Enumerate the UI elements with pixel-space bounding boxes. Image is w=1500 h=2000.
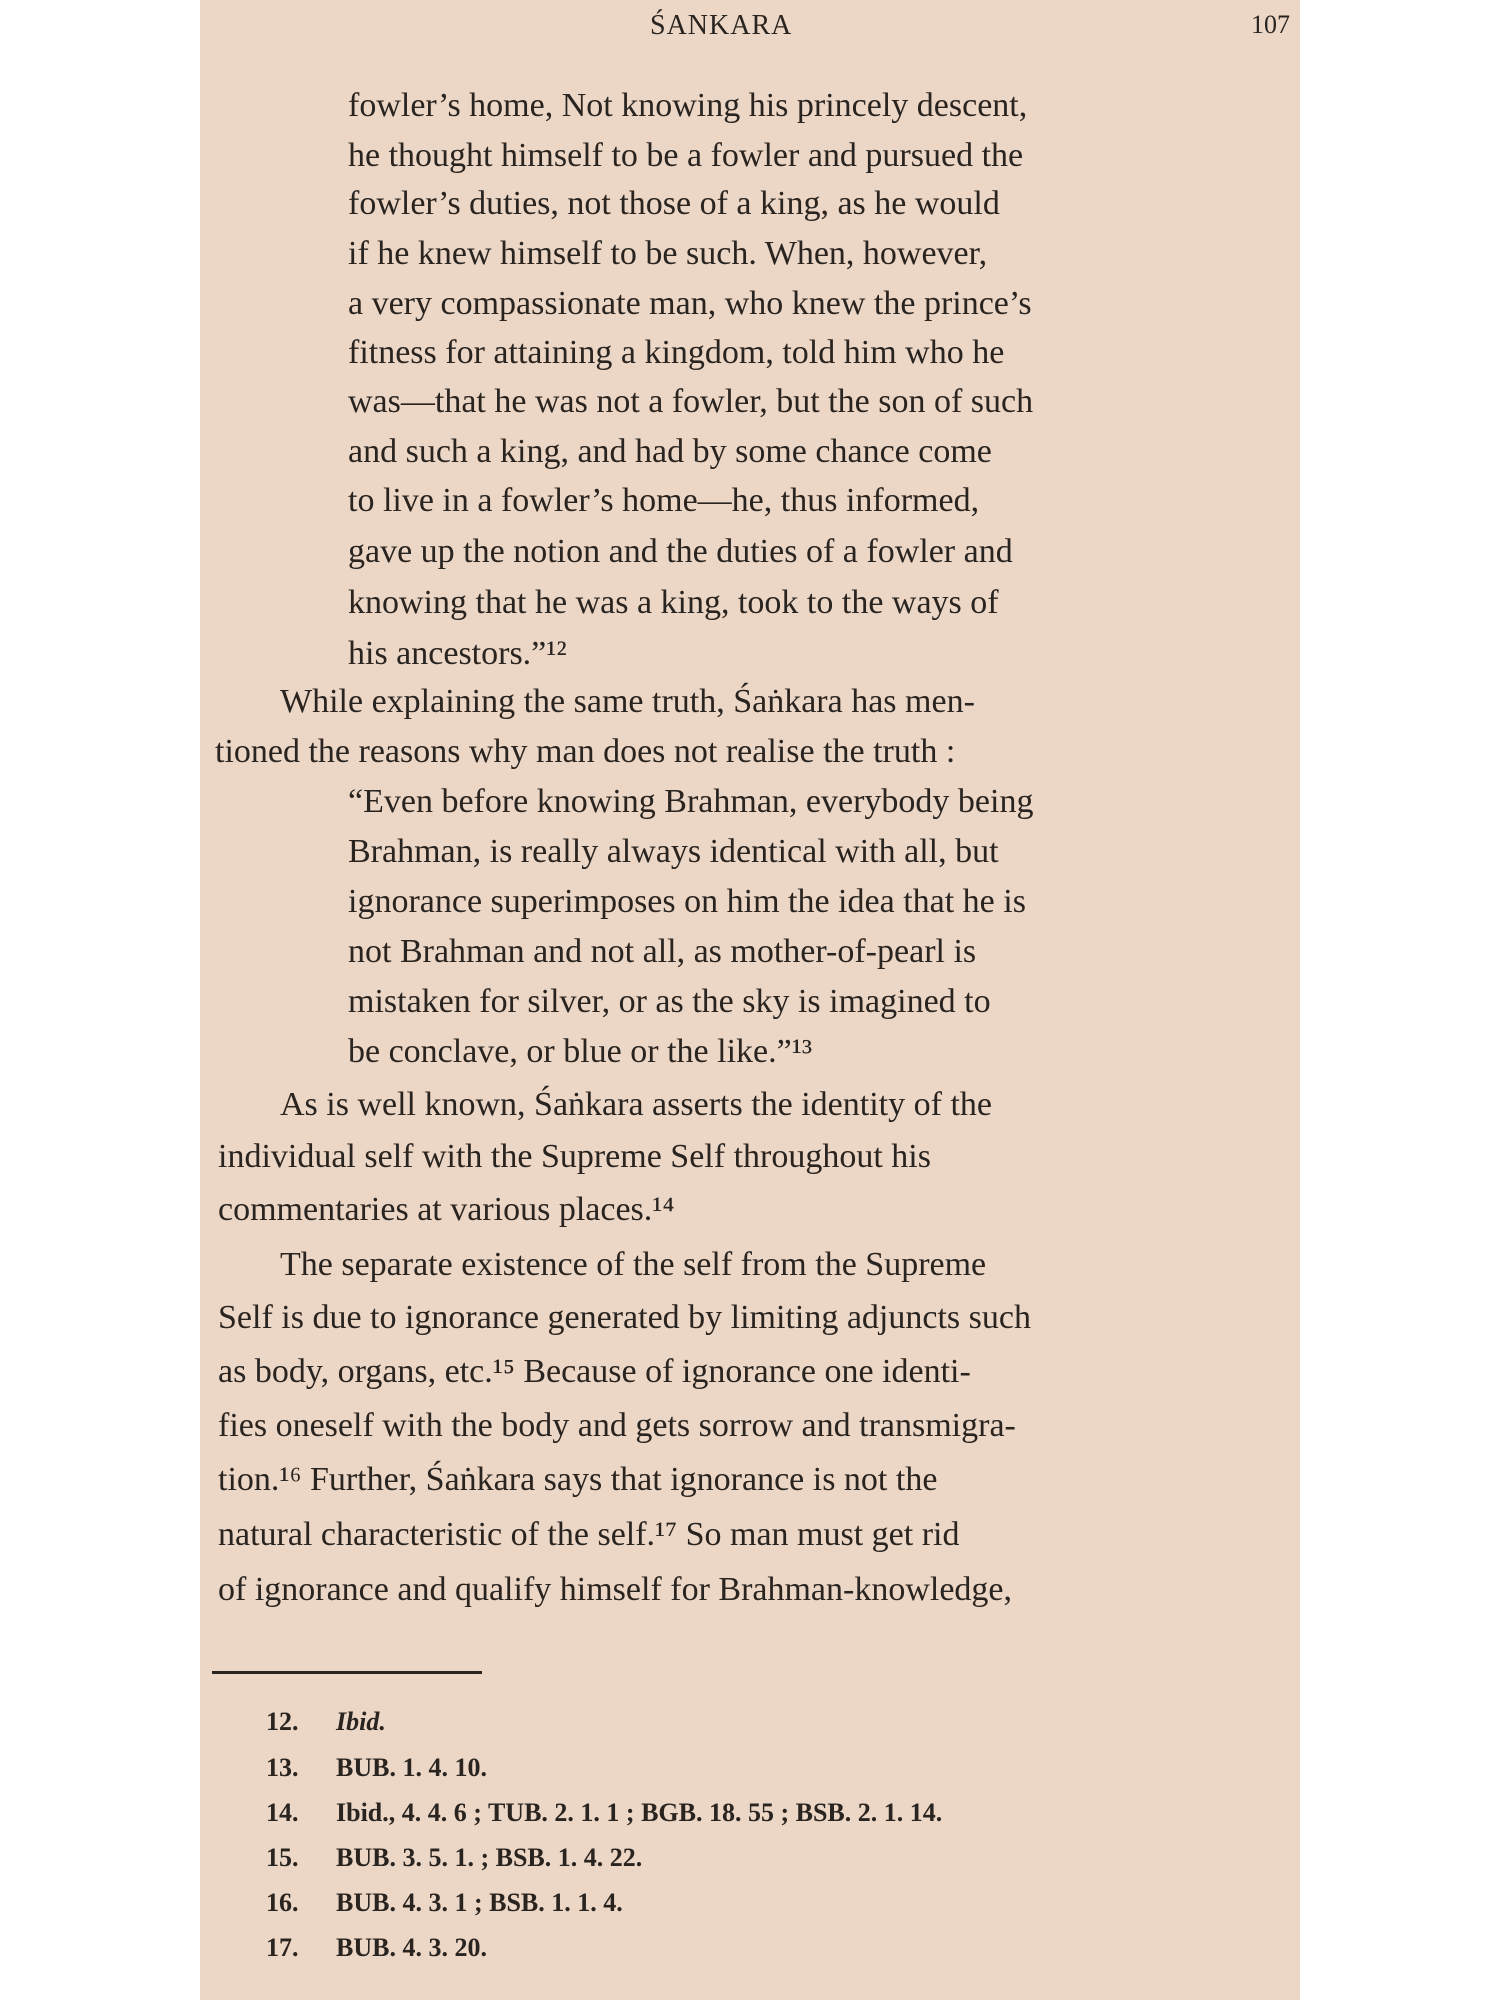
body-line: As is well known, Śaṅkara asserts the identity of the	[280, 1086, 992, 1123]
footnote-text: BUB. 1. 4. 10.	[336, 1753, 487, 1782]
footnote-text: BUB. 4. 3. 20.	[336, 1933, 487, 1962]
body-line: fowler’s duties, not those of a king, as he would	[348, 185, 1000, 222]
footnote-number: 12.	[266, 1707, 299, 1736]
body-line: commentaries at various places.¹⁴	[218, 1191, 675, 1228]
quote-line: ignorance superimposes on him the idea that he is	[348, 883, 1026, 920]
body-line: if he knew himself to be such. When, however,	[348, 235, 988, 272]
body-line: tion.¹⁶ Further, Śaṅkara says that ignorance is not the	[218, 1461, 938, 1498]
footnote-text: BUB. 4. 3. 1 ; BSB. 1. 1. 4.	[336, 1888, 623, 1917]
body-line: knowing that he was a king, took to the ways of	[348, 584, 999, 621]
book-page	[200, 0, 1300, 2000]
footnote	[200, 1704, 1200, 1740]
body-line: of ignorance and qualify himself for Brahman-knowledge,	[218, 1571, 1013, 1608]
body-line: he thought himself to be a fowler and pursued the	[348, 137, 1024, 174]
quote-line: not Brahman and not all, as mother-of-pearl is	[348, 933, 977, 970]
body-line: tioned the reasons why man does not realise the truth :	[215, 733, 956, 770]
footnote-text: Ibid.	[336, 1707, 386, 1736]
body-line: fitness for attaining a kingdom, told him who he	[348, 334, 1005, 371]
page-number: 107	[1251, 10, 1290, 39]
footnote-number: 16.	[266, 1888, 299, 1917]
footnote-number: 15.	[266, 1843, 299, 1872]
body-line: was—that he was not a fowler, but the son of such	[348, 383, 1034, 420]
page-header	[200, 10, 1300, 50]
body-line: fies oneself with the body and gets sorrow and transmigra-	[218, 1407, 1016, 1444]
footnote-rule	[212, 1671, 482, 1674]
footnote	[200, 1750, 1200, 1786]
body-line: Self is due to ignorance generated by limiting adjuncts such	[218, 1299, 1031, 1336]
body-line: his ancestors.”¹²	[348, 635, 567, 672]
body-line: fowler’s home, Not knowing his princely descent,	[348, 87, 1028, 124]
body-line: While explaining the same truth, Śaṅkara has men-	[280, 683, 975, 720]
footnote	[200, 1885, 1200, 1921]
body-line: gave up the notion and the duties of a fowler and	[348, 533, 1013, 570]
body-line: The separate existence of the self from the Supreme	[280, 1246, 987, 1283]
body-line: to live in a fowler’s home—he, thus informed,	[348, 482, 980, 519]
body-line: and such a king, and had by some chance come	[348, 433, 992, 470]
quote-line: Brahman, is really always identical with all, but	[348, 833, 999, 870]
quote-line: “Even before knowing Brahman, everybody being	[348, 783, 1034, 820]
footnote	[200, 1840, 1200, 1876]
quote-line: be conclave, or blue or the like.”¹³	[348, 1033, 813, 1070]
footnote-number: 14.	[266, 1798, 299, 1827]
running-title: ŚANKARA	[650, 10, 793, 41]
footnote	[200, 1795, 1200, 1831]
body-line: a very compassionate man, who knew the prince’s	[348, 285, 1032, 322]
footnote-text: Ibid., 4. 4. 6 ; TUB. 2. 1. 1 ; BGB. 18. 55 ; BSB. 2. 1. 14.	[336, 1798, 943, 1827]
body-line: natural characteristic of the self.¹⁷ So man must get rid	[218, 1516, 960, 1553]
footnote-text: BUB. 3. 5. 1. ; BSB. 1. 4. 22.	[336, 1843, 643, 1872]
quote-line: mistaken for silver, or as the sky is imagined to	[348, 983, 991, 1020]
body-line: individual self with the Supreme Self throughout his	[218, 1138, 931, 1175]
body-line: as body, organs, etc.¹⁵ Because of ignorance one identi-	[218, 1353, 971, 1390]
footnote-number: 17.	[266, 1933, 299, 1962]
footnote-number: 13.	[266, 1753, 299, 1782]
footnote	[200, 1930, 1200, 1966]
